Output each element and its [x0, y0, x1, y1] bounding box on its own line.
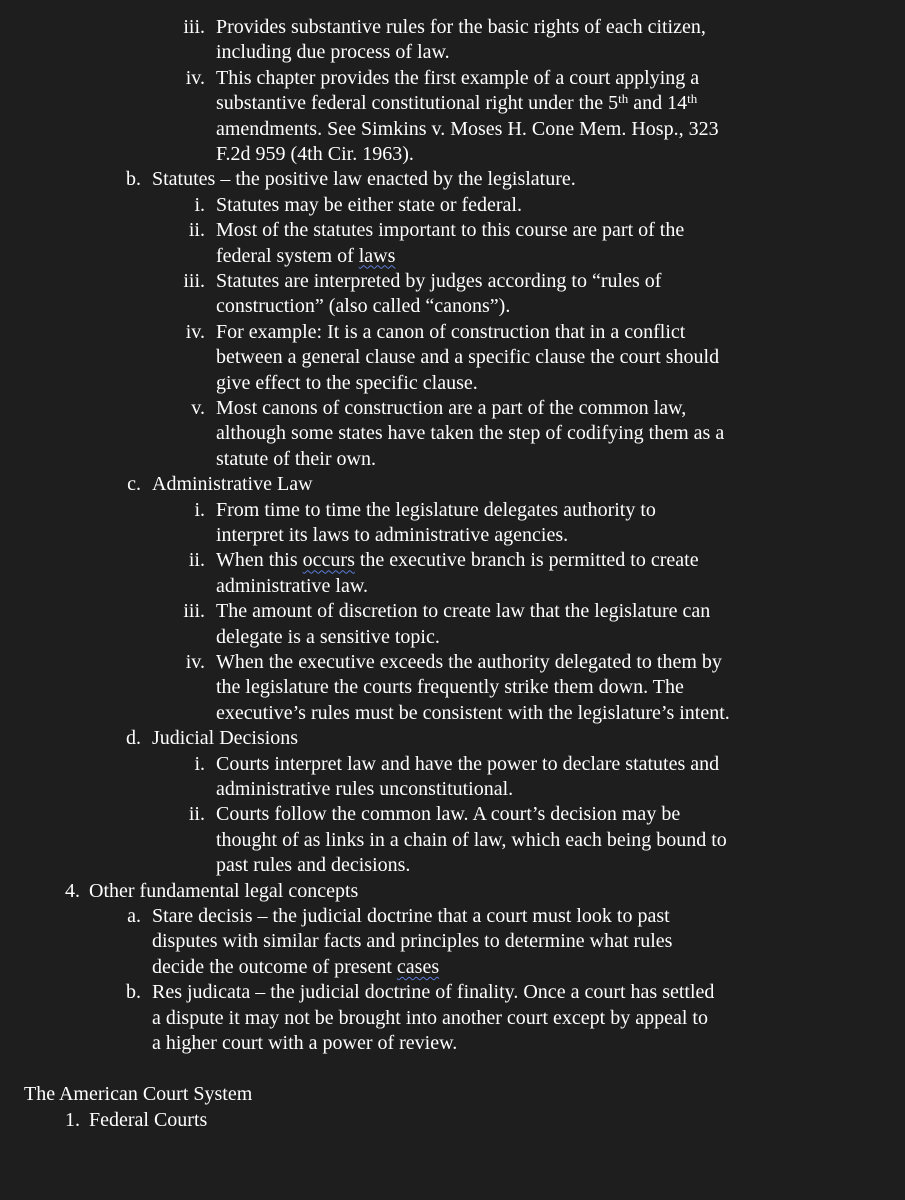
list-item-text	[216, 420, 724, 446]
outline-line	[0, 65, 905, 91]
text-run: Stare decisis – the judicial doctrine that a court must look to past	[152, 905, 670, 927]
spellcheck-flagged-word: laws	[358, 244, 396, 267]
outline-line	[0, 370, 905, 396]
text-run: Provides substantive rules for the basic rights of each citizen,	[216, 16, 706, 38]
outline-line	[0, 624, 905, 650]
list-item-text	[216, 65, 699, 91]
text-run: When the executive exceeds the authority delegated to them by	[216, 651, 722, 673]
list-marker: c.	[127, 473, 141, 496]
list-item-text	[216, 547, 699, 573]
list-marker: i.	[194, 752, 205, 775]
list-item-text	[216, 801, 680, 827]
list-marker: i.	[194, 193, 205, 216]
text-run: administrative law.	[216, 574, 368, 597]
list-item-text	[89, 878, 358, 904]
list-item-text	[216, 674, 684, 700]
list-item-text	[216, 14, 706, 40]
text-run: a higher court with a power of review.	[152, 1032, 458, 1054]
text-run: federal system of	[216, 244, 359, 267]
text-run: between a general clause and a specific clause the court should	[216, 346, 720, 369]
outline-line	[0, 116, 905, 142]
list-marker: ii.	[188, 219, 205, 242]
list-item-text	[216, 700, 730, 726]
text-run: Statutes are interpreted by judges according to “rules of	[216, 270, 662, 292]
list-item-text	[152, 471, 313, 497]
list-item-text	[216, 370, 478, 396]
outline-line	[0, 395, 905, 421]
outline-line	[0, 979, 905, 1005]
list-item-text	[216, 649, 722, 675]
outline-line	[0, 471, 905, 497]
list-item-text	[89, 1107, 207, 1133]
list-item-text	[152, 1030, 457, 1056]
text-run: The American Court System	[24, 1083, 253, 1106]
list-item-text	[152, 1005, 708, 1031]
list-marker: 4.	[65, 879, 80, 902]
list-item-text	[216, 268, 661, 294]
text-run: decide the outcome of present	[152, 955, 397, 978]
outline-line	[0, 497, 905, 523]
list-marker: ii.	[188, 803, 205, 826]
text-run: The amount of discretion to create law that the legislature can	[216, 600, 711, 623]
text-run: give effect to the specific clause.	[216, 371, 478, 394]
outline-line	[0, 243, 905, 269]
spellcheck-flagged-word: occurs	[302, 549, 355, 572]
list-item-text	[216, 624, 440, 650]
section-heading	[24, 1081, 252, 1107]
outline-line	[0, 14, 905, 40]
outline-line	[0, 751, 905, 777]
superscript: th	[687, 91, 698, 107]
text-run: Administrative Law	[152, 473, 313, 496]
outline-line	[0, 954, 905, 980]
list-item-text	[216, 446, 376, 472]
outline-line	[0, 217, 905, 243]
list-item-text	[216, 852, 410, 878]
list-marker: d.	[126, 727, 141, 750]
text-run: although some states have taken the step of codifying them as a	[216, 422, 725, 445]
text-run: a dispute it may not be brought into another court except by appeal to	[152, 1006, 708, 1029]
list-item-text	[152, 928, 672, 954]
list-marker: ii.	[188, 549, 205, 572]
spellcheck-flagged-word: cases	[396, 955, 440, 978]
outline-line	[0, 801, 905, 827]
outline-line	[0, 547, 905, 573]
list-marker: b.	[126, 981, 141, 1004]
outline-line	[0, 725, 905, 751]
list-item-text	[216, 827, 727, 853]
text-run: and 14	[628, 92, 688, 115]
outline-line	[0, 420, 905, 446]
list-marker: iii.	[183, 270, 205, 292]
text-run: interpret its laws to administrative agencies.	[216, 524, 569, 546]
list-item-text	[216, 598, 710, 624]
text-run: the executive branch is permitted to create	[354, 549, 699, 572]
list-marker: iv.	[185, 66, 205, 89]
list-marker: v.	[191, 397, 205, 419]
text-run: Statutes – the positive law enacted by the legislature.	[152, 168, 576, 191]
text-run: thought of as links in a chain of law, which each being bound to	[216, 828, 727, 851]
text-run: Most canons of construction are a part of the common law,	[216, 397, 687, 419]
text-run: executive’s rules must be consistent with the legislature’s intent.	[216, 701, 730, 724]
list-item-text	[216, 293, 510, 319]
list-item-text	[216, 141, 414, 167]
list-marker: iv.	[185, 320, 205, 343]
text-run: construction” (also called “canons”).	[216, 295, 511, 318]
text-run: amendments. See Simkins v. Moses H. Cone Mem. Hosp., 323	[216, 117, 719, 140]
outline-line	[0, 598, 905, 624]
list-item-text	[216, 116, 719, 142]
outline-line	[0, 852, 905, 878]
outline-line	[0, 573, 905, 599]
list-marker: iii.	[183, 600, 205, 623]
list-item-text	[216, 395, 686, 421]
outline-line	[0, 141, 905, 167]
text-run: delegate is a sensitive topic.	[216, 625, 440, 648]
text-run: past rules and decisions.	[216, 854, 411, 877]
outline-line	[0, 446, 905, 472]
list-item-text	[216, 243, 395, 269]
outline-line	[0, 293, 905, 319]
list-marker: i.	[194, 498, 205, 521]
list-item-text	[216, 751, 719, 777]
outline-line	[0, 700, 905, 726]
text-run: substantive federal constitutional right under the 5	[216, 92, 619, 115]
list-item-text	[152, 166, 576, 192]
outline-line	[0, 39, 905, 65]
list-item-text	[216, 217, 684, 243]
outline-line	[0, 522, 905, 548]
list-marker: 1.	[65, 1108, 80, 1131]
outline-line	[0, 166, 905, 192]
text-run: the legislature the courts frequently strike them down. The	[216, 676, 684, 699]
list-marker: b.	[126, 168, 141, 191]
text-run: From time to time the legislature delegates authority to	[216, 498, 656, 521]
list-item-text	[216, 522, 568, 548]
list-marker: iii.	[183, 16, 205, 38]
text-run: including due process of law.	[216, 41, 450, 64]
text-run: This chapter provides the first example of a court applying a	[216, 66, 700, 89]
outline-line	[0, 192, 905, 218]
text-run: administrative rules unconstitutional.	[216, 778, 514, 800]
list-item-text	[152, 725, 298, 751]
outline-line	[0, 1005, 905, 1031]
list-item-text	[216, 344, 719, 370]
text-run: Most of the statutes important to this course are part of the	[216, 219, 685, 242]
outline-line	[0, 674, 905, 700]
outline-line	[0, 928, 905, 954]
text-run: Statutes may be either state or federal.	[216, 193, 522, 216]
text-run: When this	[216, 549, 303, 572]
list-item-text	[216, 90, 697, 116]
text-run: Courts follow the common law. A court’s decision may be	[216, 803, 681, 826]
outline-line	[0, 878, 905, 904]
list-item-text	[216, 39, 450, 65]
outline-line	[0, 827, 905, 853]
text-run: Other fundamental legal concepts	[89, 879, 359, 902]
list-item-text	[216, 319, 685, 345]
text-run: Courts interpret law and have the power to declare statutes and	[216, 752, 720, 775]
list-marker: a.	[127, 905, 141, 927]
list-marker: iv.	[185, 651, 205, 673]
outline-line	[0, 319, 905, 345]
text-run: Federal Courts	[89, 1108, 208, 1131]
list-item-text	[216, 573, 368, 599]
outline-line	[0, 776, 905, 802]
list-item-text	[216, 192, 522, 218]
text-run: For example: It is a canon of construction that in a conflict	[216, 320, 686, 343]
outline-line	[0, 268, 905, 294]
text-run: disputes with similar facts and principles to determine what rules	[152, 930, 673, 953]
list-item-text	[152, 954, 439, 980]
superscript: th	[618, 91, 629, 107]
list-item-text	[216, 497, 656, 523]
outline-line	[0, 344, 905, 370]
outline-line	[0, 1107, 905, 1133]
outline-line	[0, 1030, 905, 1056]
list-item-text	[152, 979, 714, 1005]
list-item-text	[152, 903, 670, 929]
outline-line	[0, 649, 905, 675]
outline-line	[0, 90, 905, 116]
text-run: Res judicata – the judicial doctrine of finality. Once a court has settled	[152, 981, 715, 1004]
text-run: statute of their own.	[216, 447, 376, 470]
text-run: Judicial Decisions	[152, 727, 299, 750]
outline-line	[0, 1081, 905, 1107]
outline-line	[0, 903, 905, 929]
text-run: F.2d 959 (4th Cir. 1963).	[216, 143, 414, 165]
list-item-text	[216, 776, 513, 802]
